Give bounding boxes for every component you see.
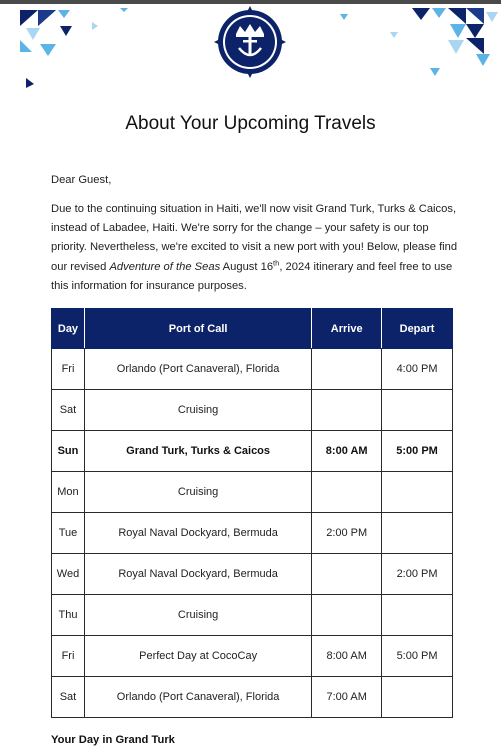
table-row [52,472,453,513]
day-cell: Wed [52,554,85,595]
header-depart: Depart [382,309,453,349]
crown-anchor-logo-icon [0,4,501,90]
page-title: About Your Upcoming Travels [125,113,376,134]
depart-cell: 4:00 PM [382,349,453,390]
port-cell: Grand Turk, Turks & Caicos [84,431,311,472]
day-cell: Sat [52,677,85,718]
table-row [52,513,453,554]
date-suffix: th [273,257,280,267]
depart-cell [382,390,453,431]
header-arrive: Arrive [312,309,382,349]
arrive-cell [312,554,382,595]
port-cell: Cruising [84,390,311,431]
arrive-cell: 8:00 AM [312,431,382,472]
port-cell: Orlando (Port Canaveral), Florida [84,349,311,390]
depart-cell [382,513,453,554]
itinerary-table [51,308,453,718]
body-text-part3: , 2024 itinerary and feel free to use this information for insurance purposes. [51,260,453,292]
port-cell: Cruising [84,472,311,513]
arrive-cell: 8:00 AM [312,636,382,677]
port-cell: Royal Naval Dockyard, Bermuda [84,513,311,554]
table-row [52,636,453,677]
port-cell: Cruising [84,595,311,636]
section-heading: Your Day in Grand Turk [51,734,175,746]
arrive-cell [312,349,382,390]
day-cell: Thu [52,595,85,636]
email-header-banner [0,4,501,90]
day-cell: Tue [52,513,85,554]
day-cell: Fri [52,636,85,677]
header-day: Day [52,309,85,349]
arrive-cell [312,472,382,513]
itinerary-table-body [52,349,453,718]
depart-cell: 5:00 PM [382,636,453,677]
table-row [52,349,453,390]
port-cell: Perfect Day at CocoCay [84,636,311,677]
arrive-cell: 2:00 PM [312,513,382,554]
day-cell: Mon [52,472,85,513]
arrive-cell: 7:00 AM [312,677,382,718]
port-cell: Royal Naval Dockyard, Bermuda [84,554,311,595]
table-row [52,595,453,636]
day-cell: Sun [52,431,85,472]
arrive-cell [312,390,382,431]
depart-cell: 5:00 PM [382,431,453,472]
greeting-text: Dear Guest, [51,174,112,186]
arrive-cell [312,595,382,636]
day-cell: Sat [52,390,85,431]
ship-name: Adventure of the Seas [109,260,221,273]
port-cell: Orlando (Port Canaveral), Florida [84,677,311,718]
header-port-of-call: Port of Call [84,309,311,349]
table-row [52,677,453,718]
day-cell: Fri [52,349,85,390]
table-header-row [52,309,453,349]
table-row [52,390,453,431]
depart-cell: 2:00 PM [382,554,453,595]
body-text-part2: August 16 [220,260,274,273]
body-paragraph [51,200,461,296]
body-text-part1: Due to the continuing situation in Haiti, we'll now visit Grand Turk, Turks & Caicos, instead of Labadee, Haiti. We're sorry for the change – your safety is our top priority. Nevertheless, we're excited to visit a new port with you! Below, please find our revised [51,203,458,273]
table-row [52,431,453,472]
depart-cell [382,472,453,513]
table-row [52,554,453,595]
depart-cell [382,595,453,636]
depart-cell [382,677,453,718]
